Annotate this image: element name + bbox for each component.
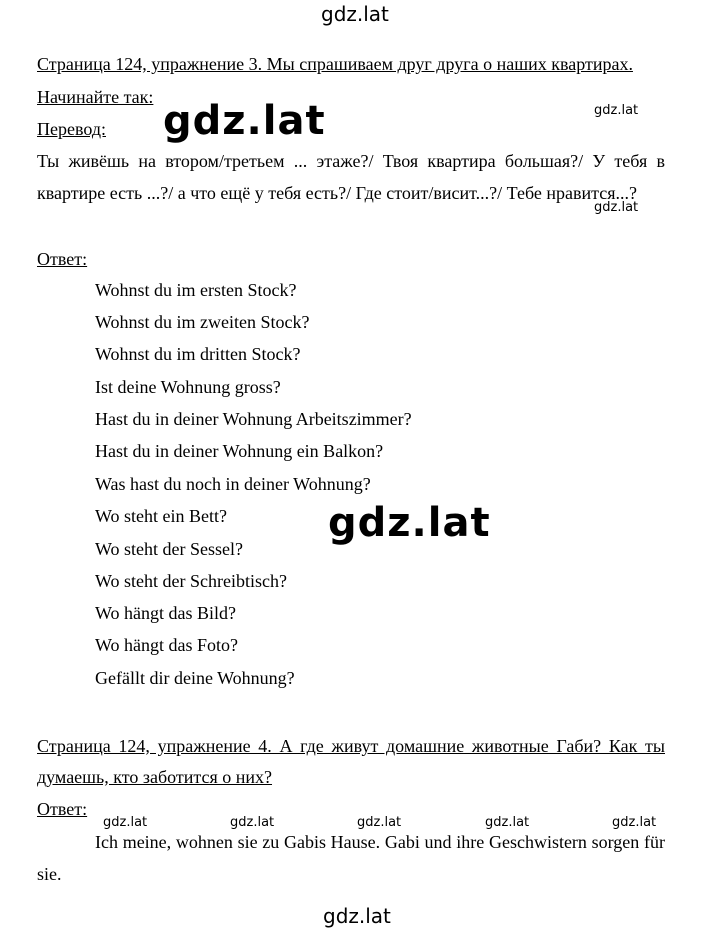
- answer-line: Was hast du noch in deiner Wohnung?: [95, 474, 371, 494]
- translation-text: Ты живёшь на втором/третьем ... этаже?/ Твоя квартира большая?/ У тебя в квартире есть ...?/ а что ещё у тебя есть?/ Где стоит/висит...?/ Тебе нравится...?: [37, 151, 665, 203]
- watermark-row-item: gdz.lat: [612, 815, 657, 830]
- watermark-large-2: gdz.lat: [328, 500, 491, 546]
- answer-line: Wohnst du im ersten Stock?: [95, 280, 297, 300]
- exercise-4-answer: Ich meine, wohnen sie zu Gabis Hause. Gabi und ihre Geschwistern sorgen für sie.: [37, 832, 665, 884]
- answer-line: Wohnst du im dritten Stock?: [95, 344, 301, 364]
- answer-label-4: Ответ:: [37, 799, 88, 819]
- exercise-4-heading: Страница 124, упражнение 4. А где живут домашние животные Габи? Как ты думаешь, кто заботится о них?: [37, 736, 665, 787]
- watermark-row-item: gdz.lat: [103, 815, 148, 830]
- watermark-row-item: gdz.lat: [485, 815, 530, 830]
- watermark-row-item: gdz.lat: [230, 815, 275, 830]
- answer-line: Wohnst du im zweiten Stock?: [95, 312, 310, 332]
- watermark-top: gdz.lat: [321, 2, 389, 26]
- answer-line: Wo steht ein Bett?: [95, 506, 228, 526]
- answer-line: Wo steht der Schreibtisch?: [95, 571, 287, 591]
- answer-line: Wo hängt das Bild?: [95, 603, 237, 623]
- watermark-row-item: gdz.lat: [357, 815, 402, 830]
- answer-line: Wo steht der Sessel?: [95, 539, 244, 559]
- watermark-large-1: gdz.lat: [163, 98, 326, 144]
- answer-line: Hast du in deiner Wohnung ein Balkon?: [95, 441, 384, 461]
- answer-line: Wo hängt das Foto?: [95, 635, 239, 655]
- answer-line: Hast du in deiner Wohnung Arbeitszimmer?: [95, 409, 412, 429]
- start-label: Начинайте так:: [37, 87, 154, 107]
- watermark-bottom: gdz.lat: [323, 904, 391, 928]
- answer-line: Ist deine Wohnung gross?: [95, 377, 281, 397]
- answer-line: Gefällt dir deine Wohnung?: [95, 668, 295, 688]
- watermark-small-right-2: gdz.lat: [594, 200, 639, 215]
- exercise-3-heading: Страница 124, упражнение 3. Мы спрашиваем друг друга о наших квартирах.: [37, 54, 633, 74]
- answer-label-3: Ответ:: [37, 249, 88, 269]
- translation-label: Перевод:: [37, 119, 106, 139]
- watermark-small-right-1: gdz.lat: [594, 103, 639, 118]
